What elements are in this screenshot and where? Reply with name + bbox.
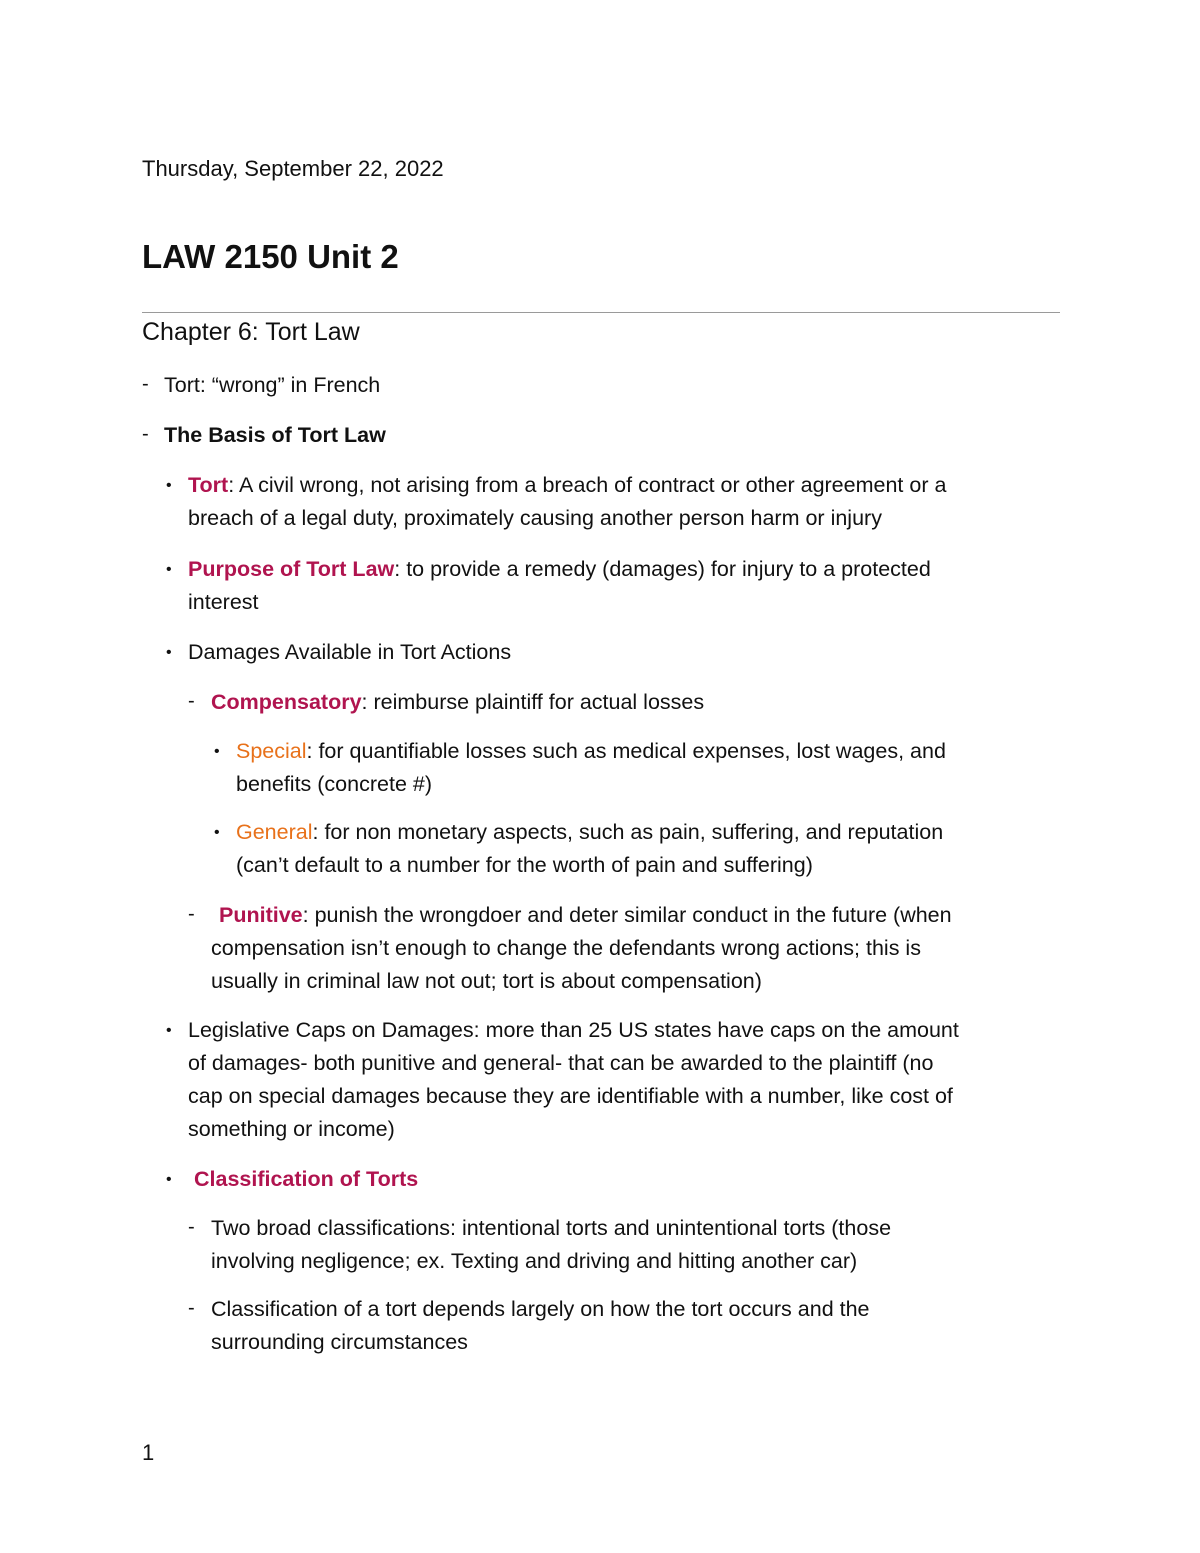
list-item-basis-heading: The Basis of Tort Law [164, 423, 386, 447]
tort-text-line-1: : A civil wrong, not arising from a breach of contract or other agreement or a [228, 473, 947, 497]
dash-marker: - [142, 373, 149, 395]
term-compensatory: Compensatory [211, 690, 362, 714]
broad-text-line-2: involving negligence; ex. Texting and driving and hitting another car) [211, 1249, 858, 1273]
note-date: Thursday, September 22, 2022 [142, 156, 444, 181]
chapter-heading: Chapter 6: Tort Law [142, 318, 360, 346]
purpose-text-line-1: : to provide a remedy (damages) for injury to a protected [394, 557, 931, 581]
punitive-text-line-3: usually in criminal law not out; tort is about compensation) [211, 969, 762, 993]
dash-marker: - [188, 690, 195, 712]
depends-text-line-2: surrounding circumstances [211, 1330, 468, 1354]
term-tort: Tort [188, 473, 229, 497]
general-text-line-2: (can’t default to a number for the worth of pain and suffering) [236, 853, 813, 877]
punitive-text-line-2: compensation isn’t enough to change the defendants wrong actions; this is [211, 936, 921, 960]
list-item-compensatory [211, 686, 704, 719]
bullet-marker: • [166, 477, 172, 494]
dash-marker: - [188, 1297, 195, 1319]
list-item-damages-heading: Damages Available in Tort Actions [188, 640, 512, 664]
bullet-marker: • [166, 1171, 172, 1188]
special-text-line-1: : for quantifiable losses such as medical expenses, lost wages, and [306, 739, 946, 763]
broad-text-line-1: Two broad classifications: intentional torts and unintentional torts (those [211, 1216, 892, 1240]
page-title: LAW 2150 Unit 2 [142, 238, 399, 275]
title-divider [142, 312, 1060, 313]
list-item-classification-heading: Classification of Torts [194, 1167, 419, 1191]
list-item-special [236, 735, 946, 768]
term-punitive: Punitive [219, 903, 303, 927]
bullet-marker: • [166, 644, 172, 661]
bullet-marker: • [214, 824, 220, 841]
caps-text-line-4: something or income) [188, 1117, 395, 1141]
bullet-marker: • [166, 561, 172, 578]
term-special: Special [236, 739, 307, 763]
list-item-tort-definition [188, 469, 946, 502]
purpose-text-line-2: interest [188, 590, 259, 614]
caps-text-line-1: Legislative Caps on Damages: more than 25 US states have caps on the amount [188, 1018, 959, 1042]
special-text-line-2: benefits (concrete #) [236, 772, 432, 796]
compensatory-text: : reimburse plaintiff for actual losses [361, 690, 705, 714]
term-purpose: Purpose of Tort Law [188, 557, 395, 581]
caps-text-line-2: of damages- both punitive and general- that can be awarded to the plaintiff (no [188, 1051, 934, 1075]
dash-marker: - [188, 903, 195, 925]
dash-marker: - [142, 423, 149, 445]
bullet-marker: • [214, 743, 220, 760]
tort-text-line-2: breach of a legal duty, proximately causing another person harm or injury [188, 506, 882, 530]
punitive-text-line-1: : punish the wrongdoer and deter similar conduct in the future (when [302, 903, 952, 927]
general-text-line-1: : for non monetary aspects, such as pain, suffering, and reputation [312, 820, 944, 844]
list-item-tort-origin: Tort: “wrong” in French [164, 373, 381, 397]
caps-text-line-3: cap on special damages because they are identifiable with a number, like cost of [188, 1084, 953, 1108]
list-item-general [236, 816, 943, 849]
list-item-purpose [188, 553, 931, 586]
depends-text-line-1: Classification of a tort depends largely on how the tort occurs and the [211, 1297, 870, 1321]
bullet-marker: • [166, 1022, 172, 1039]
list-item-punitive [219, 899, 952, 932]
dash-marker: - [188, 1216, 195, 1238]
page-number: 1 [142, 1440, 155, 1465]
term-general: General [236, 820, 313, 844]
